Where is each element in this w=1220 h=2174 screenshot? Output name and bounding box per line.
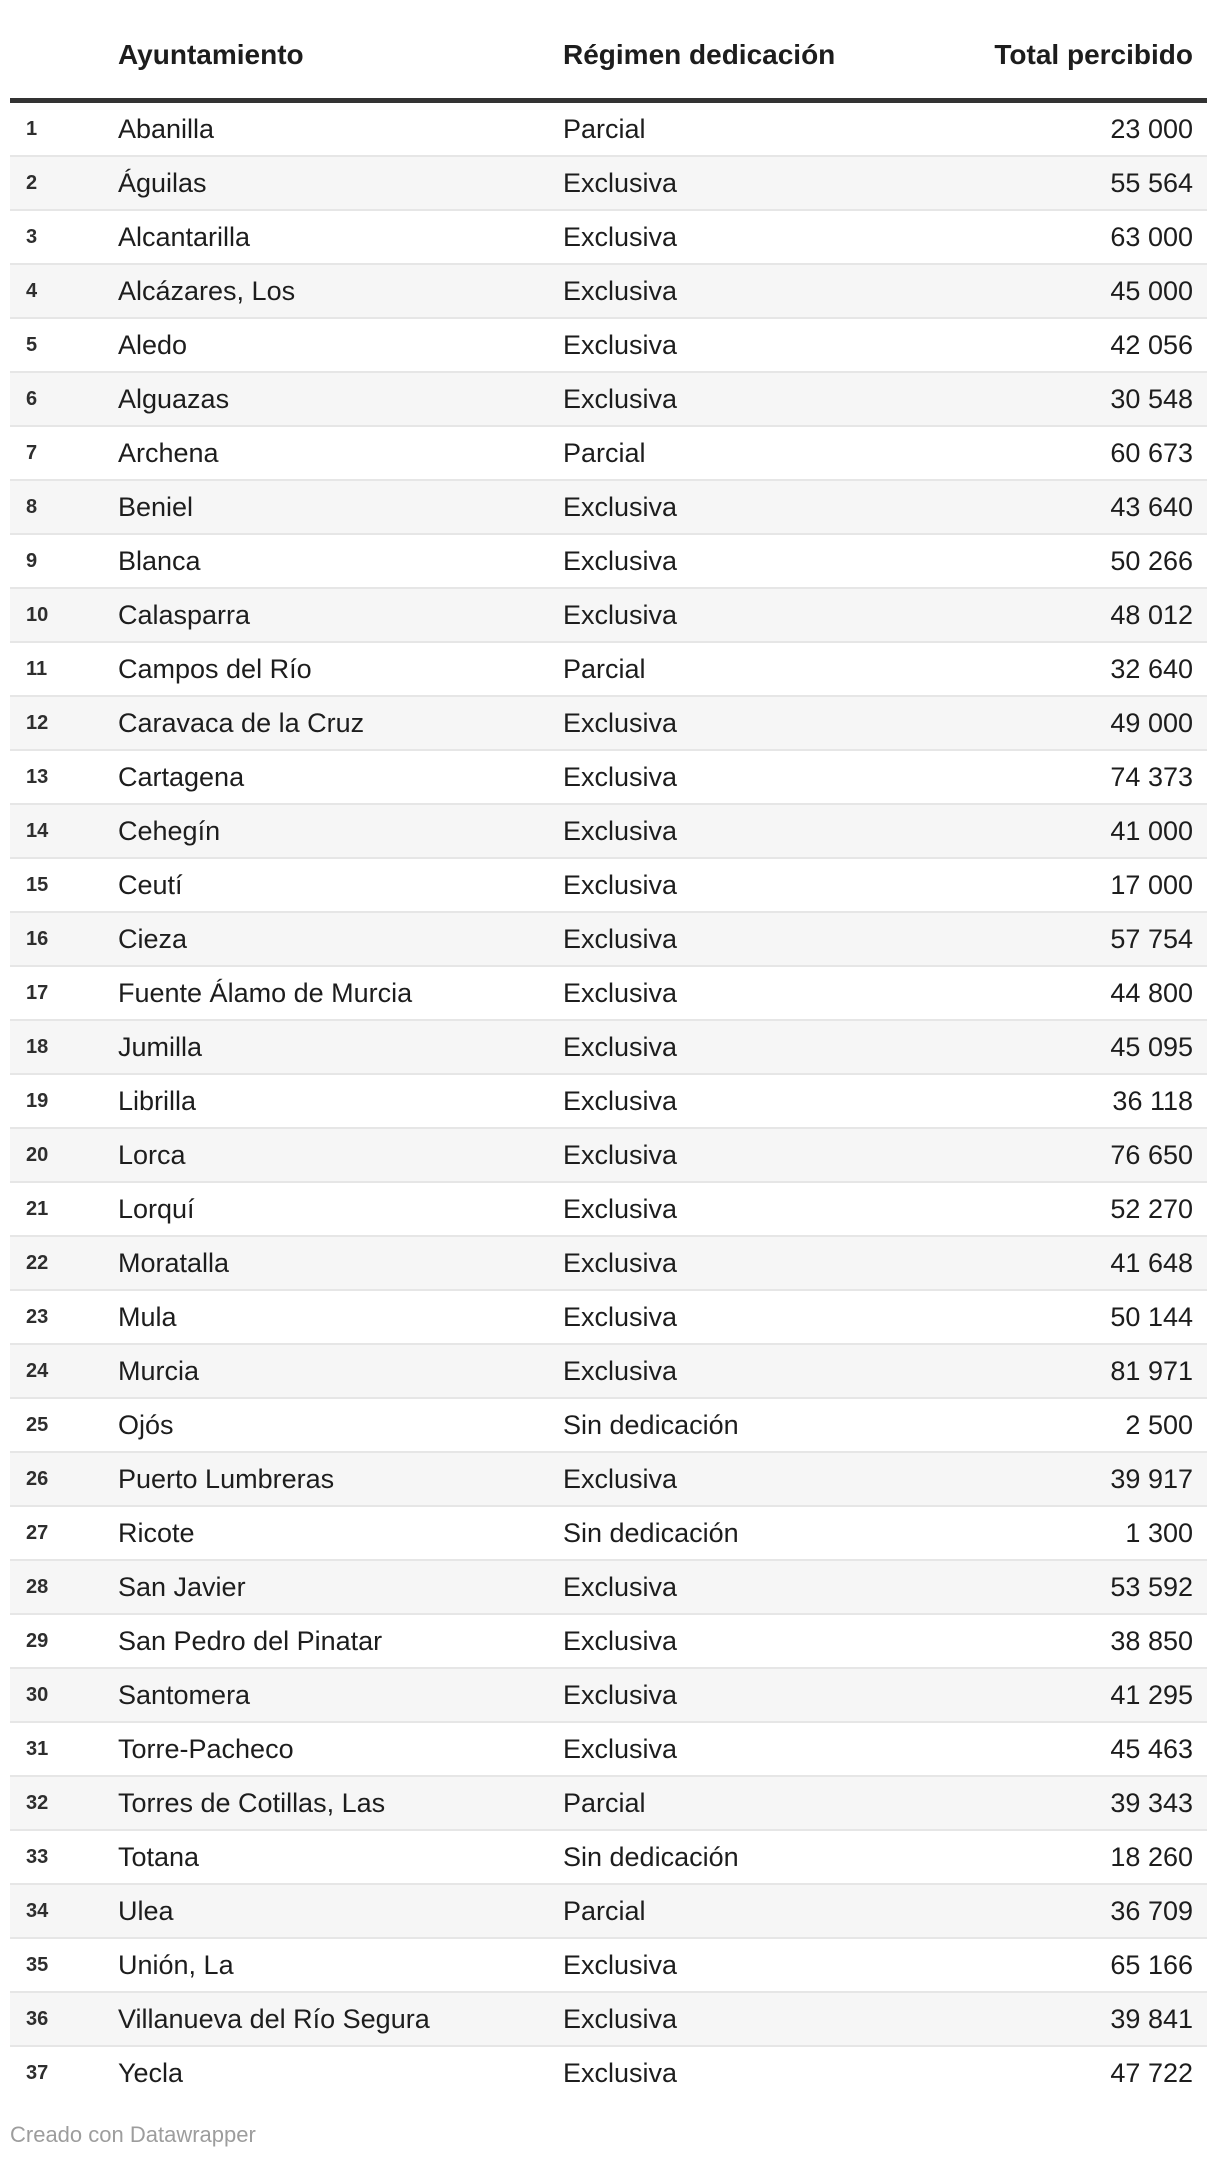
cell-total: 81 971	[1110, 1356, 1193, 1386]
cell-ayuntamiento: Lorquí	[118, 1194, 195, 1224]
table-row	[10, 1884, 1207, 1938]
cell-ayuntamiento: San Javier	[118, 1572, 246, 1602]
cell-regimen: Parcial	[563, 1896, 646, 1926]
header-row	[10, 0, 1207, 101]
cell-regimen: Exclusiva	[563, 1572, 678, 1602]
cell-regimen: Exclusiva	[563, 222, 678, 252]
row-number-cell: 27	[26, 1522, 49, 1544]
cell-total: 41 000	[1110, 816, 1193, 846]
cell-ayuntamiento: Jumilla	[118, 1032, 203, 1062]
cell-regimen: Exclusiva	[563, 1194, 678, 1224]
row-number-cell: 32	[26, 1792, 49, 1814]
cell-total: 17 000	[1110, 870, 1193, 900]
cell-total: 50 144	[1110, 1302, 1193, 1332]
cell-ayuntamiento: Ojós	[118, 1410, 174, 1440]
cell-total: 1 300	[1125, 1518, 1193, 1548]
row-number-cell: 30	[26, 1684, 49, 1706]
column-header-row-number	[10, 0, 118, 101]
cell-regimen: Exclusiva	[563, 762, 678, 792]
table-row	[10, 966, 1207, 1020]
row-number-cell: 29	[26, 1630, 49, 1652]
cell-regimen: Exclusiva	[563, 1464, 678, 1494]
cell-ayuntamiento: Villanueva del Río Segura	[118, 2004, 430, 2034]
row-number-cell: 8	[26, 496, 38, 518]
cell-regimen: Sin dedicación	[563, 1842, 739, 1872]
cell-ayuntamiento: Unión, La	[118, 1950, 234, 1980]
cell-regimen: Parcial	[563, 1788, 646, 1818]
cell-regimen: Exclusiva	[563, 1086, 678, 1116]
cell-regimen: Exclusiva	[563, 492, 678, 522]
cell-regimen: Exclusiva	[563, 2058, 678, 2088]
table-header	[10, 0, 1207, 101]
table-row	[10, 1668, 1207, 1722]
row-number-cell: 19	[26, 1090, 49, 1112]
table-row	[10, 264, 1207, 318]
table-row	[10, 1938, 1207, 1992]
cell-total: 52 270	[1110, 1194, 1193, 1224]
cell-total: 50 266	[1110, 546, 1193, 576]
cell-ayuntamiento: Ceutí	[118, 870, 183, 900]
cell-total: 23 000	[1110, 114, 1193, 144]
cell-total: 38 850	[1110, 1626, 1193, 1656]
cell-regimen: Sin dedicación	[563, 1518, 739, 1548]
row-number-cell: 7	[26, 442, 38, 464]
cell-regimen: Exclusiva	[563, 1140, 678, 1170]
cell-ayuntamiento: Mula	[118, 1302, 177, 1332]
row-number-cell: 17	[26, 982, 49, 1004]
cell-total: 39 343	[1110, 1788, 1193, 1818]
cell-ayuntamiento: Cartagena	[118, 762, 245, 792]
cell-ayuntamiento: Abanilla	[118, 114, 215, 144]
cell-ayuntamiento: Archena	[118, 438, 219, 468]
row-number-cell: 13	[26, 766, 49, 788]
row-number-cell: 24	[26, 1360, 49, 1382]
cell-ayuntamiento: Santomera	[118, 1680, 251, 1710]
table-row	[10, 534, 1207, 588]
cell-ayuntamiento: Fuente Álamo de Murcia	[118, 978, 413, 1008]
table-row	[10, 1398, 1207, 1452]
row-number-cell: 21	[26, 1198, 49, 1220]
cell-regimen: Exclusiva	[563, 1626, 678, 1656]
row-number-cell: 9	[26, 550, 38, 572]
table-row	[10, 1992, 1207, 2046]
table-row	[10, 480, 1207, 534]
cell-regimen: Exclusiva	[563, 384, 678, 414]
cell-regimen: Exclusiva	[563, 1950, 678, 1980]
municipalities-table	[10, 0, 1207, 2099]
cell-total: 76 650	[1110, 1140, 1193, 1170]
column-header-total-percibido: Total percibido	[933, 0, 1207, 101]
table-row	[10, 642, 1207, 696]
table-row	[10, 1722, 1207, 1776]
cell-total: 18 260	[1110, 1842, 1193, 1872]
row-number-cell: 4	[26, 280, 38, 302]
cell-total: 2 500	[1125, 1410, 1193, 1440]
cell-total: 45 000	[1110, 276, 1193, 306]
table-row	[10, 1344, 1207, 1398]
cell-regimen: Exclusiva	[563, 600, 678, 630]
table-row	[10, 1776, 1207, 1830]
cell-ayuntamiento: Cieza	[118, 924, 188, 954]
cell-ayuntamiento: Ulea	[118, 1896, 174, 1926]
cell-ayuntamiento: Calasparra	[118, 600, 251, 630]
cell-ayuntamiento: Murcia	[118, 1356, 200, 1386]
cell-ayuntamiento: Beniel	[118, 492, 194, 522]
cell-regimen: Exclusiva	[563, 1302, 678, 1332]
table-row	[10, 1074, 1207, 1128]
row-number-cell: 28	[26, 1576, 49, 1598]
row-number-cell: 36	[26, 2008, 49, 2030]
table-body	[10, 101, 1207, 2100]
cell-regimen: Exclusiva	[563, 924, 678, 954]
cell-regimen: Exclusiva	[563, 816, 678, 846]
table-row	[10, 1290, 1207, 1344]
cell-total: 41 648	[1110, 1248, 1193, 1278]
cell-total: 36 709	[1110, 1896, 1193, 1926]
cell-ayuntamiento: Ricote	[118, 1518, 195, 1548]
cell-ayuntamiento: Torres de Cotillas, Las	[118, 1788, 386, 1818]
row-number-cell: 16	[26, 928, 49, 950]
table-row	[10, 156, 1207, 210]
table-row	[10, 1020, 1207, 1074]
cell-regimen: Exclusiva	[563, 1356, 678, 1386]
table-row	[10, 1236, 1207, 1290]
table-row	[10, 1182, 1207, 1236]
cell-total: 44 800	[1110, 978, 1193, 1008]
cell-total: 30 548	[1110, 384, 1193, 414]
cell-ayuntamiento: Yecla	[118, 2058, 184, 2088]
row-number-cell: 6	[26, 388, 38, 410]
cell-total: 74 373	[1110, 762, 1193, 792]
cell-total: 47 722	[1110, 2058, 1193, 2088]
row-number-cell: 35	[26, 1954, 49, 1976]
cell-regimen: Parcial	[563, 654, 646, 684]
row-number-cell: 34	[26, 1900, 49, 1922]
table-row	[10, 1560, 1207, 1614]
row-number-cell: 12	[26, 712, 49, 734]
row-number-cell: 18	[26, 1036, 49, 1058]
cell-regimen: Exclusiva	[563, 276, 678, 306]
row-number-cell: 11	[26, 658, 48, 680]
column-header-ayuntamiento: Ayuntamiento	[118, 0, 563, 101]
table-row	[10, 1452, 1207, 1506]
table-row	[10, 696, 1207, 750]
table-row	[10, 1830, 1207, 1884]
cell-ayuntamiento: Puerto Lumbreras	[118, 1464, 335, 1494]
row-number-cell: 20	[26, 1144, 49, 1166]
row-number-cell: 22	[26, 1252, 49, 1274]
cell-ayuntamiento: San Pedro del Pinatar	[118, 1626, 383, 1656]
row-number-cell: 25	[26, 1414, 49, 1436]
cell-ayuntamiento: Aledo	[118, 330, 188, 360]
cell-ayuntamiento: Alguazas	[118, 384, 230, 414]
table-row	[10, 750, 1207, 804]
cell-regimen: Sin dedicación	[563, 1410, 739, 1440]
cell-ayuntamiento: Totana	[118, 1842, 200, 1872]
cell-total: 43 640	[1110, 492, 1193, 522]
row-number-cell: 31	[26, 1738, 49, 1760]
cell-ayuntamiento: Librilla	[118, 1086, 197, 1116]
cell-ayuntamiento: Blanca	[118, 546, 201, 576]
cell-total: 49 000	[1110, 708, 1193, 738]
table-row	[10, 426, 1207, 480]
cell-ayuntamiento: Caravaca de la Cruz	[118, 708, 365, 738]
cell-regimen: Exclusiva	[563, 546, 678, 576]
cell-total: 36 118	[1112, 1086, 1193, 1116]
row-number-cell: 23	[26, 1306, 49, 1328]
table-row	[10, 1128, 1207, 1182]
cell-regimen: Parcial	[563, 438, 646, 468]
cell-total: 45 095	[1110, 1032, 1193, 1062]
row-number-cell: 2	[26, 172, 38, 194]
cell-total: 41 295	[1110, 1680, 1193, 1710]
row-number-cell: 5	[26, 334, 38, 356]
cell-ayuntamiento: Alcantarilla	[118, 222, 251, 252]
table-row	[10, 912, 1207, 966]
cell-ayuntamiento: Cehegín	[118, 816, 221, 846]
row-number-cell: 33	[26, 1846, 49, 1868]
row-number-cell: 10	[26, 604, 49, 626]
cell-regimen: Exclusiva	[563, 1248, 678, 1278]
cell-total: 60 673	[1110, 438, 1193, 468]
cell-total: 55 564	[1110, 168, 1193, 198]
cell-ayuntamiento: Alcázares, Los	[118, 276, 296, 306]
cell-total: 32 640	[1110, 654, 1193, 684]
cell-regimen: Exclusiva	[563, 168, 678, 198]
cell-regimen: Exclusiva	[563, 978, 678, 1008]
row-number-cell: 14	[26, 820, 49, 842]
row-number-cell: 1	[26, 118, 38, 140]
datawrapper-credit-link[interactable]: Creado con Datawrapper	[10, 2122, 256, 2147]
cell-total: 45 463	[1110, 1734, 1193, 1764]
cell-total: 53 592	[1110, 1572, 1193, 1602]
cell-regimen: Exclusiva	[563, 330, 678, 360]
cell-regimen: Exclusiva	[563, 1680, 678, 1710]
cell-ayuntamiento: Lorca	[118, 1140, 186, 1170]
cell-total: 57 754	[1110, 924, 1193, 954]
table-row	[10, 210, 1207, 264]
cell-total: 65 166	[1110, 1950, 1193, 1980]
cell-ayuntamiento: Torre-Pacheco	[118, 1734, 294, 1764]
cell-regimen: Exclusiva	[563, 708, 678, 738]
cell-ayuntamiento: Campos del Río	[118, 654, 312, 684]
table-row	[10, 588, 1207, 642]
table-row	[10, 318, 1207, 372]
cell-ayuntamiento: Águilas	[118, 168, 207, 198]
cell-total: 48 012	[1110, 600, 1193, 630]
cell-total: 39 841	[1110, 2004, 1193, 2034]
cell-regimen: Exclusiva	[563, 1734, 678, 1764]
row-number-cell: 37	[26, 2062, 49, 2084]
table-row	[10, 101, 1207, 157]
cell-regimen: Exclusiva	[563, 2004, 678, 2034]
cell-regimen: Exclusiva	[563, 1032, 678, 1062]
table-row	[10, 804, 1207, 858]
cell-ayuntamiento: Moratalla	[118, 1248, 230, 1278]
cell-total: 63 000	[1110, 222, 1193, 252]
table-row	[10, 858, 1207, 912]
row-number-cell: 15	[26, 874, 49, 896]
table-row	[10, 1614, 1207, 1668]
row-number-cell: 3	[26, 226, 38, 248]
cell-total: 39 917	[1110, 1464, 1193, 1494]
cell-regimen: Parcial	[563, 114, 646, 144]
column-header-regimen-dedicacion: Régimen dedicación	[563, 0, 933, 101]
table-row	[10, 372, 1207, 426]
row-number-cell: 26	[26, 1468, 49, 1490]
table-row	[10, 1506, 1207, 1560]
cell-total: 42 056	[1110, 330, 1193, 360]
cell-regimen: Exclusiva	[563, 870, 678, 900]
table-row	[10, 2046, 1207, 2099]
